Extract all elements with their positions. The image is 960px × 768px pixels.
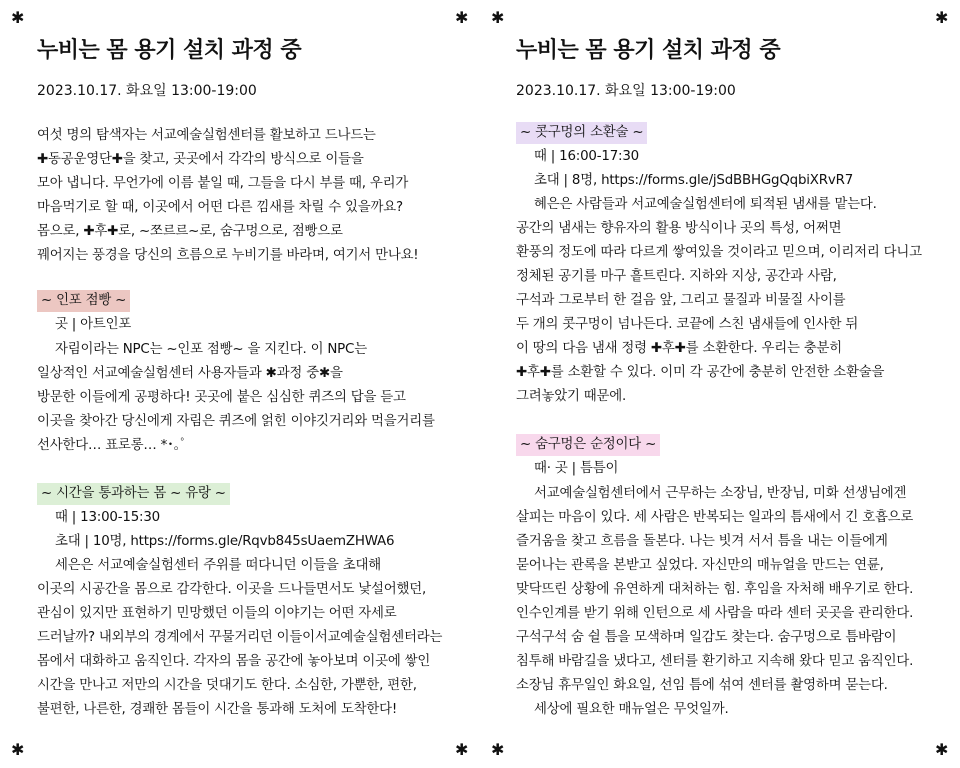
- section-text-line: 살피는 마음이 있다. 세 사람은 반복되는 일과의 틈새에서 긴 호흡으로: [516, 510, 914, 525]
- event-date: 2023.10.17. 화요일 13:00-19:00: [516, 83, 736, 99]
- section-text-line: 이곳을 찾아간 당신에게 자림은 퀴즈에 얽힌 이야깃거리와 먹을거리를: [37, 414, 435, 429]
- intro-line: 모아 냅니다. 무언가에 이름 붙일 때, 그들을 다시 부를 때, 우리가: [37, 176, 409, 191]
- corner-mark-icon: ✱: [491, 8, 505, 27]
- section-text-line: 시간을 만나고 저만의 시간을 덧대기도 한다. 소심한, 가뿐한, 편한,: [37, 678, 417, 693]
- section-invite: 초대 | 10명, https://forms.gle/Rqvb845sUaemZHWA6: [55, 534, 395, 549]
- section-text-line: 방문한 이들에게 공평하다! 곳곳에 붙은 심심한 퀴즈의 답을 듣고: [37, 390, 406, 405]
- section-text-line: 드러날까? 내외부의 경계에서 꾸물거리던 이들이서교예술실험센터라는: [37, 630, 443, 645]
- section-text-line: 세상에 필요한 매뉴얼은 무엇일까.: [534, 702, 729, 717]
- section-time: 때 | 13:00-15:30: [55, 510, 160, 525]
- section-text-line: 구석구석 숨 쉴 틈을 모색하며 일감도 찾는다. 숨구멍으로 틈바람이: [516, 630, 897, 645]
- section-time: 때 | 16:00-17:30: [534, 149, 639, 164]
- intro-line: 마음먹기로 할 때, 이곳에서 어떤 다른 낌새를 차릴 수 있을까요?: [37, 200, 403, 215]
- section-text-line: 두 개의 콧구멍이 넘나든다. 코끝에 스친 냄새들에 인사한 뒤: [516, 317, 859, 332]
- section-text-line: 즐거움을 찾고 흐름을 돌본다. 나는 빗겨 서서 틈을 내는 이들에게: [516, 534, 888, 549]
- page-title: 누비는 몸 용기 설치 과정 중: [37, 38, 302, 63]
- intro-line: 몸으로, ✚후✚로, ~쪼르르~로, 숨구멍으로, 점빵으로: [37, 224, 343, 239]
- section-text-line: 구석과 그로부터 한 걸음 앞, 그리고 물질과 비물질 사이를: [516, 293, 846, 308]
- section-text-line: 공간의 냄새는 향유자의 활용 방식이나 곳의 특성, 어쩌면: [516, 221, 842, 236]
- intro-line: ✚동공운영단✚을 찾고, 곳곳에서 각각의 방식으로 이들을: [37, 152, 364, 167]
- section-text-line: 이곳의 시공간을 몸으로 감각한다. 이곳을 드나들면서도 낯설어했던,: [37, 582, 427, 597]
- section-text-line: 소장님 휴무일인 화요일, 선임 틈에 섞여 센터를 촬영하며 묻는다.: [516, 678, 888, 693]
- section-text-line: 일상적인 서교예술실험센터 사용자들과 ✱과정 중✱을: [37, 366, 343, 381]
- section-text-line: 묻어나는 관록을 본받고 싶었다. 자신만의 매뉴얼을 만드는 연륜,: [516, 558, 884, 573]
- corner-mark-icon: ✱: [455, 8, 469, 27]
- event-date: 2023.10.17. 화요일 13:00-19:00: [37, 83, 257, 99]
- section-text-line: 침투해 바람길을 냈다고, 센터를 환기하고 지속해 왔다 믿고 움직인다.: [516, 654, 914, 669]
- section-text-line: 정체된 공기를 마구 흩트린다. 지하와 지상, 공간과 사람,: [516, 269, 837, 284]
- section-text-line: 세은은 서교예술실험센터 주위를 떠다니던 이들을 초대해: [55, 558, 381, 573]
- corner-mark-icon: ✱: [935, 740, 949, 759]
- section-text-line: 혜은은 사람들과 서교예술실험센터에 퇴적된 냄새를 맡는다.: [534, 197, 877, 212]
- section-heading-nostril-summoning: ~ 콧구멍의 소환술 ~: [516, 122, 647, 144]
- section-text-line: 관심이 있지만 표현하기 민망했던 이들의 이야기는 어떤 자세로: [37, 606, 397, 621]
- corner-mark-icon: ✱: [455, 740, 469, 759]
- section-text-line: 맞닥뜨린 상황에 유연하게 대처하는 힘. 후임을 자처해 배우기로 한다.: [516, 582, 914, 597]
- page-title: 누비는 몸 용기 설치 과정 중: [516, 38, 781, 63]
- section-text-line: ✚후✚를 소환할 수 있다. 이미 각 공간에 충분히 안전한 소환술을: [516, 365, 885, 380]
- section-text-line: 서교예술실험센터에서 근무하는 소장님, 반장님, 미화 선생님에겐: [534, 486, 907, 501]
- section-heading-info-shop: ~ 인포 점빵 ~: [37, 290, 130, 312]
- section-text-line: 그려놓았기 때문에.: [516, 389, 626, 404]
- section-text-line: 선사한다… 표로롱… *･｡ﾟ: [37, 438, 187, 453]
- section-heading-body-time: ~ 시간을 통과하는 몸 ~ 유랑 ~: [37, 483, 230, 505]
- corner-mark-icon: ✱: [11, 8, 25, 27]
- intro-line: 꿰어지는 풍경을 당신의 흐름으로 누비기를 바라며, 여기서 만나요!: [37, 248, 419, 263]
- intro-line: 여섯 명의 탐색자는 서교예술실험센터를 활보하고 드나드는: [37, 128, 376, 143]
- section-heading-breathing-hole: ~ 숨구멍은 순정이다 ~: [516, 434, 660, 456]
- section-place: 때· 곳 | 틈틈이: [534, 461, 619, 476]
- section-text-line: 인수인계를 받기 위해 인턴으로 세 사람을 따라 센터 곳곳을 관리한다.: [516, 606, 914, 621]
- section-invite: 초대 | 8명, https://forms.gle/jSdBBHGgQqbiXRvR7: [534, 173, 854, 188]
- corner-mark-icon: ✱: [11, 740, 25, 759]
- section-text-line: 자림이라는 NPC는 ~인포 점빵~ 을 지킨다. 이 NPC는: [55, 342, 367, 357]
- corner-mark-icon: ✱: [935, 8, 949, 27]
- section-text-line: 몸에서 대화하고 움직인다. 각자의 몸을 공간에 놓아보며 이곳에 쌓인: [37, 654, 431, 669]
- section-place: 곳 | 아트인포: [55, 317, 132, 332]
- section-text-line: 이 땅의 다음 냄새 정령 ✚후✚를 소환한다. 우리는 충분히: [516, 341, 842, 356]
- section-text-line: 불편한, 나른한, 경쾌한 몸들이 시간을 통과해 도처에 도착한다!: [37, 702, 398, 717]
- corner-mark-icon: ✱: [491, 740, 505, 759]
- section-text-line: 환풍의 정도에 따라 다르게 쌓여있을 것이라고 믿으며, 이리저리 다니고: [516, 245, 922, 260]
